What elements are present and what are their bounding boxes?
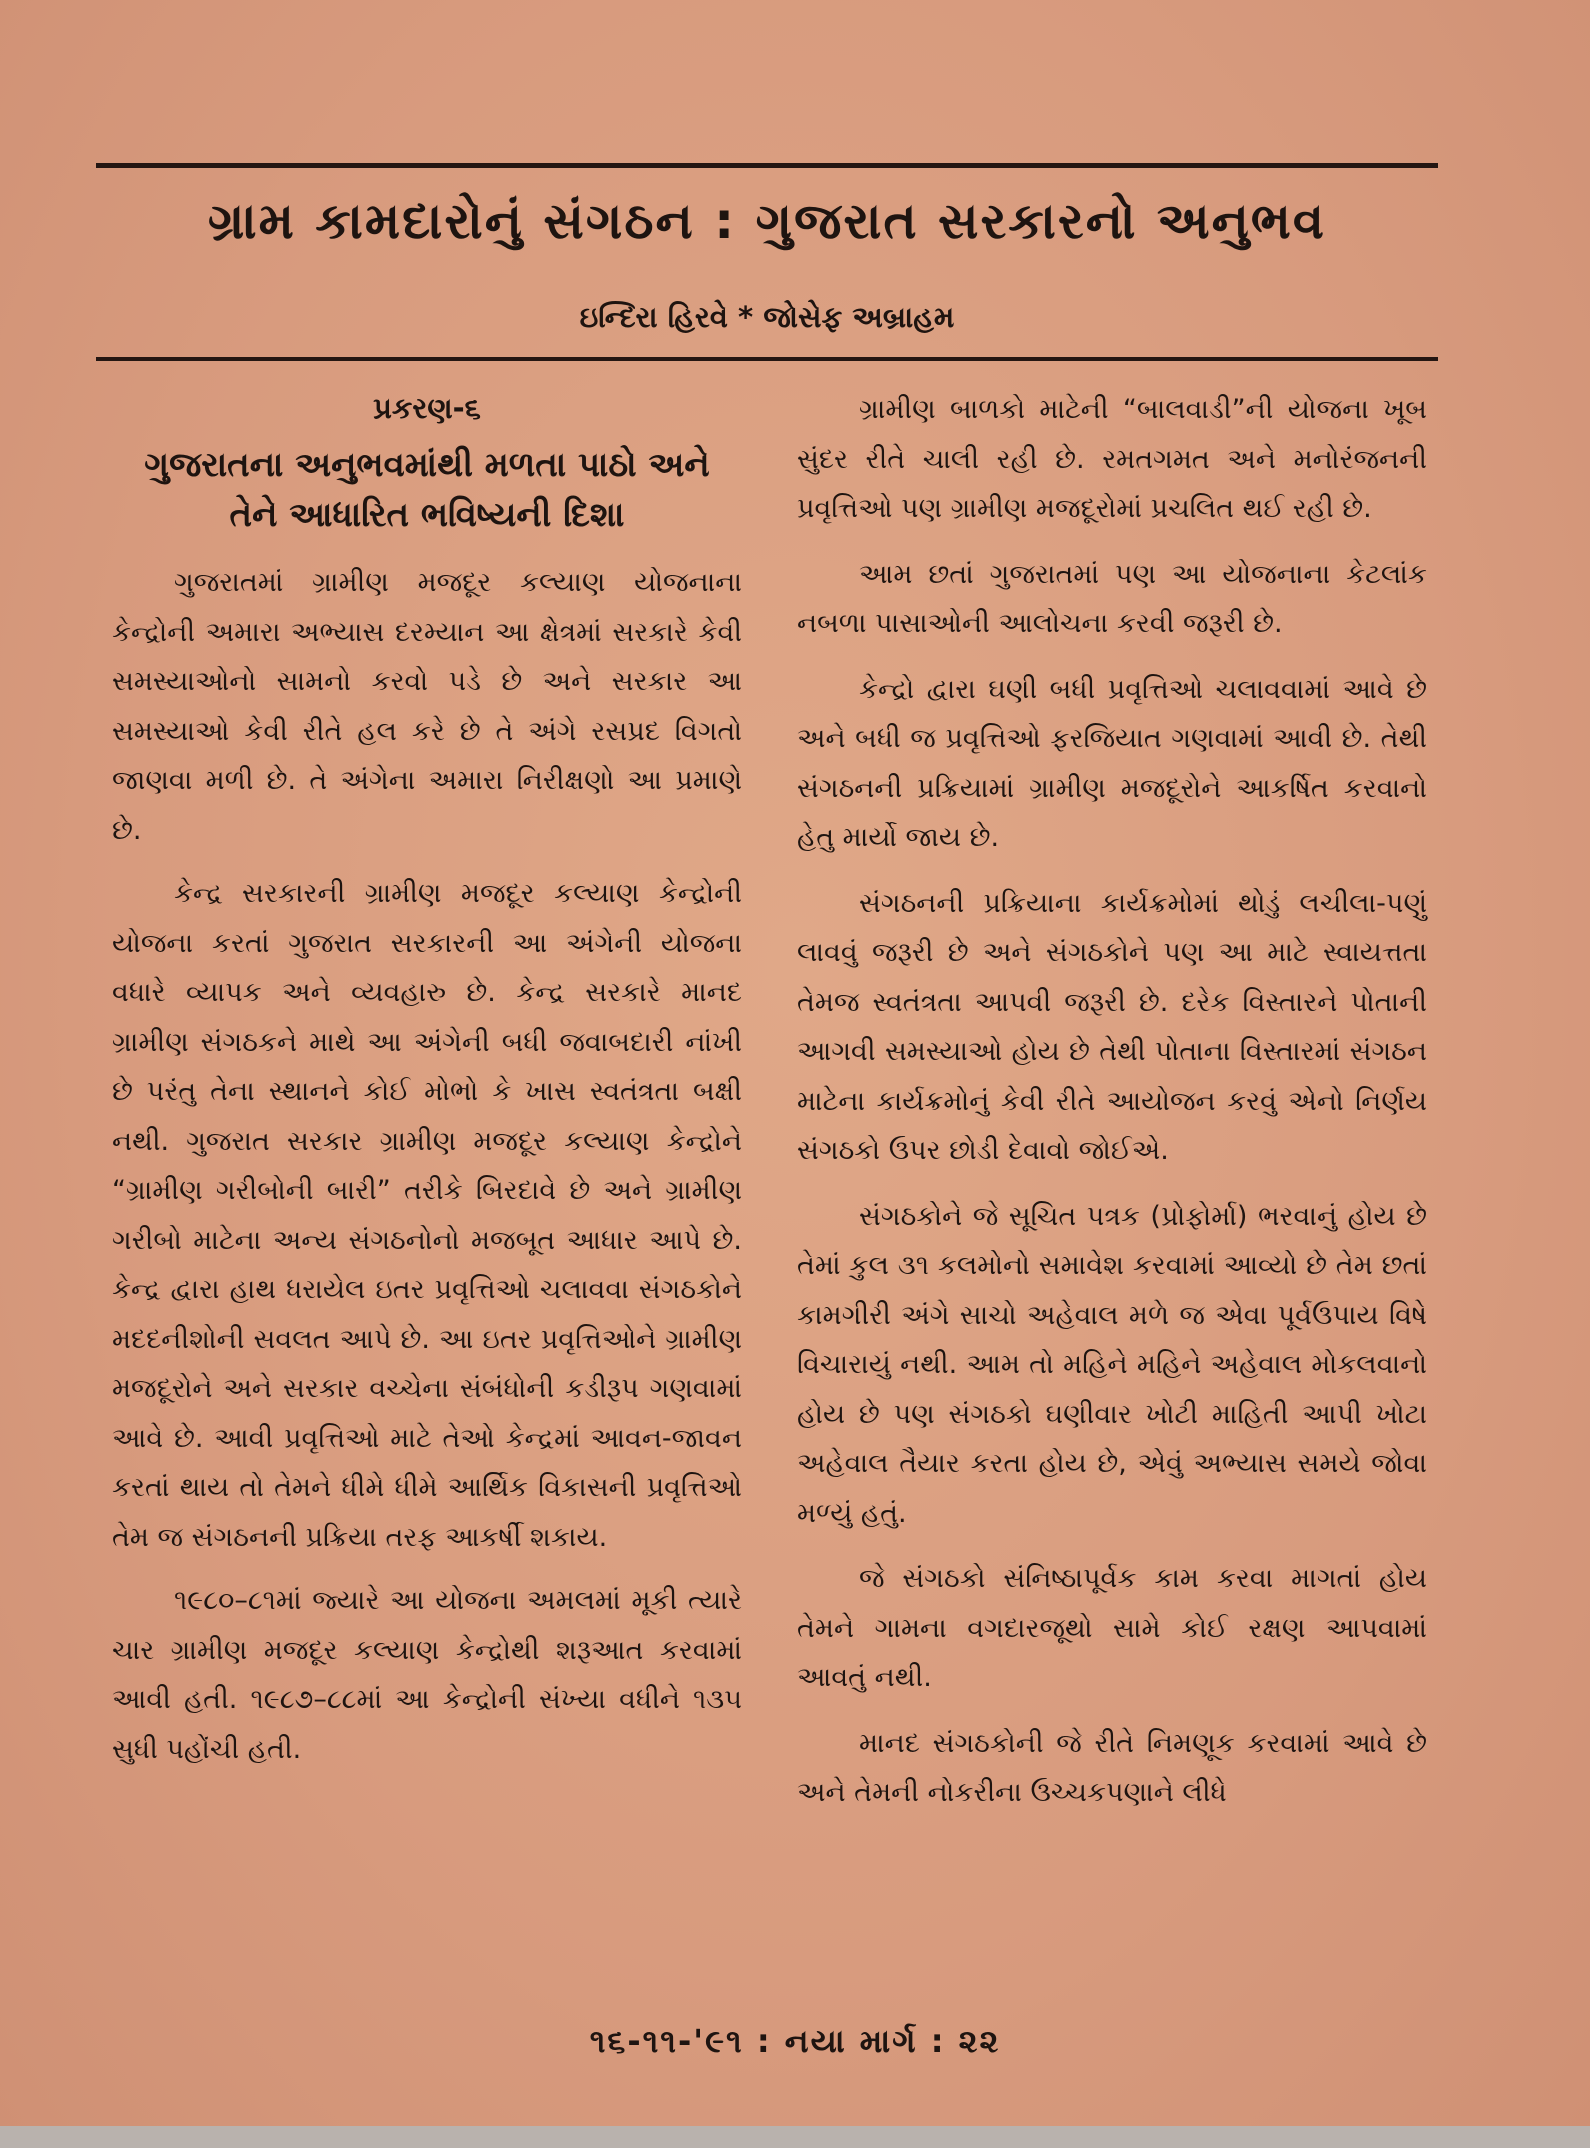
page-footer: ૧૬-૧૧-'૯૧ : નયા માર્ગ : ૨૨: [589, 2022, 1001, 2060]
right-paragraph-2: આમ છતાં ગુજરાતમાં પણ આ યોજનાના કેટલાંક નબળા પાસાઓની આલોચના કરવી જરૂરી છે.: [797, 558, 1427, 639]
right-paragraph-3: કેન્દ્રો દ્વારા ઘણી બધી પ્રવૃત્તિઓ ચલાવવામાં આવે છે અને બધી જ પ્રવૃત્તિઓ ફરજિયાત ગણવામાં આવી છે. તેથી સંગઠનની પ્રક્રિયામાં ગ્રામીણ મજદૂરોને આકર્ષિત કરવાનો હેતુ માર્યો જાય છે.: [797, 673, 1427, 853]
left-paragraph-2: કેન્દ્ર સરકારની ગ્રામીણ મજદૂર કલ્યાણ કેન્દ્રોની યોજના કરતાં ગુજરાત સરકારની આ અંગેની યોજના વધારે વ્યાપક અને વ્યવહારુ છે. કેન્દ્ર સરકારે માનદ ગ્રામીણ સંગઠકને માથે આ અંગેની બધી જવાબદારી નાંખી છે પરંતુ તેના સ્થાનને કોઈ મોભો કે ખાસ સ્વતંત્રતા બક્ષી નથી. ગુજરાત સરકાર ગ્રામીણ મજદૂર કલ્યાણ કેન્દ્રોને “ગ્રામીણ ગરીબોની બારી” તરીકે બિરદાવે છે અને ગ્રામીણ ગરીબો માટેના અન્ય સંગઠનોનો મજબૂત આધાર આપે છે. કેન્દ્ર દ્વારા હાથ ધરાયેલ ઇતર પ્રવૃત્તિઓ ચલાવવા સંગઠકોને મદદનીશોની સવલત આપે છે. આ ઇતર પ્રવૃત્તિઓને ગ્રામીણ મજદૂરોને અને સરકાર વચ્ચેના સંબંધોની કડીરૂપ ગણવામાં આવે છે. આવી પ્રવૃત્તિઓ માટે તેઓ કેન્દ્રમાં આવન-જાવન કરતાં થાય તો તેમને ધીમે ધીમે આર્થિક વિકાસની પ્રવૃત્તિઓ તેમ જ સંગઠનની પ્રક્રિયા તરફ આકર્ષી શકાય.: [112, 878, 742, 1553]
left-column: [112, 385, 742, 1788]
article-authors: ઇન્દિરા હિરવે * જોસેફ અબ્રાહમ: [579, 300, 955, 334]
header-rule: [96, 357, 1438, 361]
scan-edge-strip: [0, 2126, 1590, 2148]
section-heading: [112, 440, 742, 540]
section-heading-line-1: ગુજરાતના અનુભવમાંથી મળતા પાઠો અને: [144, 445, 710, 485]
left-paragraph-1: ગુજરાતમાં ગ્રામીણ મજદૂર કલ્યાણ યોજનાના કેન્દ્રોની અમારા અભ્યાસ દરમ્યાન આ ક્ષેત્રમાં સરકારે કેવી સમસ્યાઓનો સામનો કરવો પડે છે અને સરકાર આ સમસ્યાઓ કેવી રીતે હલ કરે છે તે અંગે રસપ્રદ વિગતો જાણવા મળી છે. તે અંગેના અમારા નિરીક્ષણો આ પ્રમાણે છે.: [112, 567, 742, 846]
left-paragraph-3: ૧૯૮૦–૮૧માં જ્યારે આ યોજના અમલમાં મૂકી ત્યારે ચાર ગ્રામીણ મજદૂર કલ્યાણ કેન્દ્રોથી શરૂઆત કરવામાં આવી હતી. ૧૯૮૭–૮૮માં આ કેન્દ્રોની સંખ્યા વધીને ૧૩૫ સુધી પહોંચી હતી.: [112, 1585, 742, 1765]
right-paragraph-1: ગ્રામીણ બાળકો માટેની “બાલવાડી”ની યોજના ખૂબ સુંદર રીતે ચાલી રહી છે. રમતગમત અને મનોરંજનની પ્રવૃત્તિઓ પણ ગ્રામીણ મજદૂરોમાં પ્રચલિત થઈ રહી છે.: [797, 394, 1427, 524]
chapter-label: પ્રકરણ-૬: [373, 391, 481, 425]
article-title: ગ્રામ કામદારોનું સંગઠન : ગુજરાત સરકારનો અનુભવ: [207, 192, 1327, 250]
right-paragraph-5: સંગઠકોને જે સૂચિત પત્રક (પ્રોફોર્મા) ભરવાનું હોય છે તેમાં કુલ ૩૧ કલમોનો સમાવેશ કરવામાં આવ્યો છે તેમ છતાં કામગીરી અંગે સાચો અહેવાલ મળે જ એવા પૂર્વઉપાય વિષે વિચારાયું નથી. આમ તો મહિને મહિને અહેવાલ મોકલવાનો હોય છે પણ સંગઠકો ઘણીવાર ખોટી માહિતી આપી ખોટા અહેવાલ તૈયાર કરતા હોય છે, એવું અભ્યાસ સમયે જોવા મળ્યું હતું.: [797, 1200, 1427, 1529]
right-paragraph-4: સંગઠનની પ્રક્રિયાના કાર્યક્રમોમાં થોડું લચીલા-પણું લાવવું જરૂરી છે અને સંગઠકોને પણ આ માટે સ્વાયત્તતા તેમજ સ્વતંત્રતા આપવી જરૂરી છે. દરેક વિસ્તારને પોતાની આગવી સમસ્યાઓ હોય છે તેથી પોતાના વિસ્તારમાં સંગઠન માટેના કાર્યક્રમોનું કેવી રીતે આયોજન કરવું એનો નિર્ણય સંગઠકો ઉપર છોડી દેવાવો જોઈએ.: [797, 887, 1427, 1166]
top-rule: [96, 163, 1438, 168]
right-paragraph-7: માનદ સંગઠકોની જે રીતે નિમણૂક કરવામાં આવે છે અને તેમની નોકરીના ઉચ્ચકપણાને લીધે: [797, 1727, 1427, 1808]
right-column: [797, 385, 1427, 1834]
right-paragraph-6: જે સંગઠકો સંનિષ્ઠાપૂર્વક કામ કરવા માગતાં હોય તેમને ગામના વગદારજૂથો સામે કોઈ રક્ષણ આપવામાં આવતું નથી.: [797, 1563, 1427, 1693]
section-heading-line-2: તેને આધારિત ભવિષ્યની દિશા: [229, 495, 625, 535]
